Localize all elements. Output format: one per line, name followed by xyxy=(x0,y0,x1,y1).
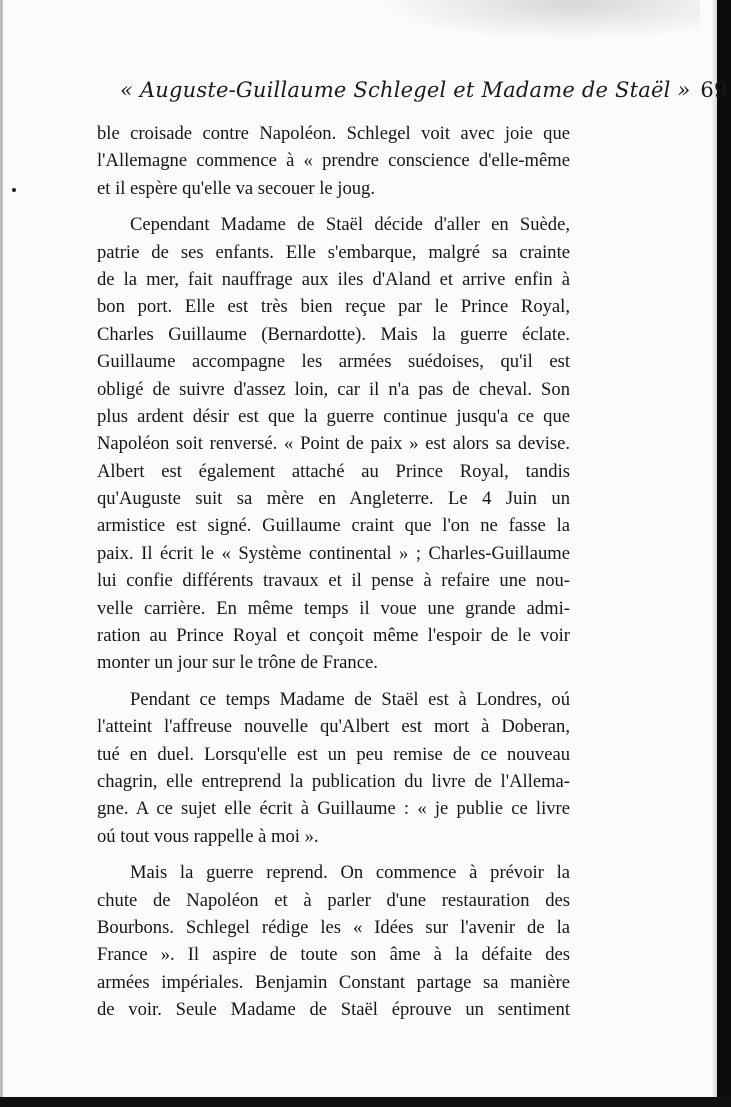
text-line: Bourbons. Schlegel rédige les « Idées sur l'avenir de la xyxy=(97,916,570,938)
text-line: Charles Guillaume (Bernardotte). Mais la guerre éclate. xyxy=(97,323,570,345)
text-line: plus ardent désir est que la guerre continue jusqu'a ce que xyxy=(97,405,570,427)
page-number: 69 xyxy=(700,78,728,102)
text-line: chagrin, elle entreprend la publication du livre de l'Allema- xyxy=(97,770,570,792)
text-line: gne. A ce sujet elle écrit à Guillaume : « je publie ce livre xyxy=(97,798,570,820)
text-line: ration au Prince Royal et conçoit même l'espoir de le voir xyxy=(97,625,570,647)
page-edge-left xyxy=(0,0,3,1107)
running-title: « Auguste-Guillaume Schlegel et Madame de Staël » xyxy=(120,78,691,102)
page-edge-right xyxy=(717,0,731,1107)
text-line: patrie de ses enfants. Elle s'embarque, malgré sa crainte xyxy=(97,241,570,263)
text-line: qu'Auguste suit sa mère en Angleterre. Le 4 Juin un xyxy=(97,488,570,510)
text-line: armées impériales. Benjamin Constant partage sa manière xyxy=(97,971,570,993)
ink-speck xyxy=(12,188,16,192)
paragraph xyxy=(97,686,570,850)
text-line: ble croisade contre Napoléon. Schlegel voit avec joie que xyxy=(97,123,570,144)
scan-smudge xyxy=(380,0,700,40)
text-line: Albert est également attaché au Prince Royal, tandis xyxy=(97,460,570,482)
text-line: l'Allemagne commence à « prendre conscience d'elle-même xyxy=(97,150,570,172)
text-line: tué en duel. Lorsqu'elle est un peu remise de ce nouveau xyxy=(97,743,570,765)
paragraph xyxy=(97,120,570,202)
text-line: de voir. Seule Madame de Staël éprouve un sentiment xyxy=(97,999,570,1021)
text-line: Guillaume accompagne les armées suédoises, qu'il est xyxy=(97,351,570,373)
running-header xyxy=(120,78,728,102)
text-line: paix. Il écrit le « Système continental » ; Charles-Guillaume xyxy=(97,542,570,564)
text-line: Napoléon soit renversé. « Point de paix » est alors sa devise. xyxy=(97,433,570,455)
text-line: lui confie différents travaux et il pense à refaire une nou- xyxy=(97,570,570,592)
text-line: et il espère qu'elle va secouer le joug. xyxy=(97,177,376,199)
text-line: chute de Napoléon et à parler d'une restauration des xyxy=(97,889,570,911)
text-line: oú tout vous rappelle à moi ». xyxy=(97,825,319,847)
text-line: bon port. Elle est très bien reçue par le Prince Royal, xyxy=(97,296,570,318)
text-line: Cependant Madame de Staël décide d'aller en Suède, xyxy=(130,214,570,236)
paragraph xyxy=(97,211,570,677)
text-line: Mais la guerre reprend. On commence à prévoir la xyxy=(130,862,570,884)
text-line: monter un jour sur le trône de France. xyxy=(97,652,378,674)
text-line: de la mer, fait nauffrage aux iles d'Aland et arrive enfin à xyxy=(97,268,570,290)
body-text xyxy=(97,120,570,1024)
page-edge-bottom xyxy=(0,1097,731,1107)
text-line: France ». Il aspire de toute son âme à la défaite des xyxy=(97,944,570,966)
paragraph xyxy=(97,859,570,1023)
text-line: l'atteint l'affreuse nouvelle qu'Albert est mort à Doberan, xyxy=(97,716,570,738)
text-line: velle carrière. En même temps il voue une grande admi- xyxy=(97,597,570,619)
text-line: armistice est signé. Guillaume craint que l'on ne fasse la xyxy=(97,515,570,537)
text-line: obligé de suivre d'assez loin, car il n'a pas de cheval. Son xyxy=(97,378,570,400)
text-line: Pendant ce temps Madame de Staël est à Londres, oú xyxy=(130,688,570,710)
